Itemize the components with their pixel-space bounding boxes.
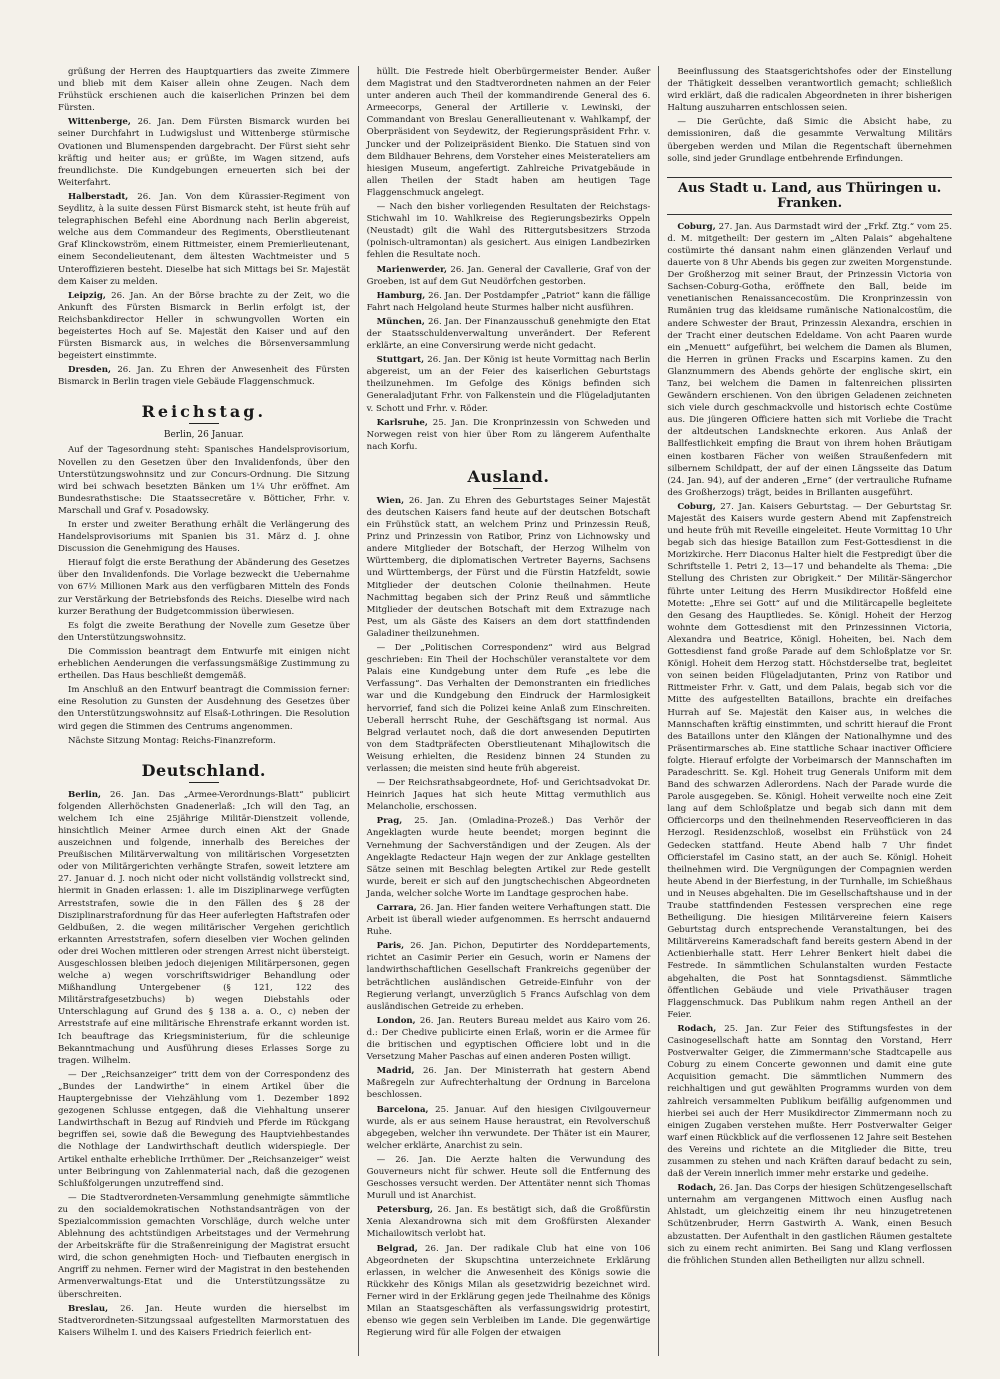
dateline-place: Breslau, <box>68 1303 109 1314</box>
paragraph-text: 26. Jan. Pichon, Deputirter des Norddepartements, richtet an Casimir Perier ein Gesuch, worin er Namens der landwirthschaftlichen Gesellschaft Frankreichs gegenüber der beträchtlichen ausländischen Getreide-Einfuhr von der Regierung verlangt, unverzüglich 5 Francs Aufschlag von dem ausländischen Getreide zu erheben. <box>366 941 651 1012</box>
article-paragraph <box>58 1069 350 1190</box>
dateline-place: Coburg, <box>677 501 716 512</box>
paragraph-text: 27. Jan. Aus Darmstadt wird der „Frkf. Ztg.“ vom 25. d. M. mitgetheilt: Der gestern im „Alten Palais“ abgehaltene costümirte thé dansant nahm einen glänzenden Verlauf und dauerte von 8 Uhr Abends bis gegen zur zweiten Morgenstunde. Der Großherzog mit seiner Braut, der Prinzessin Victoria von Sachsen-Coburg-Gotha, eröffnete den Ball, beide im venetianischen Renaissancecostüm. Die Kronprinzessin von Rumänien trug das kleidsame rumänische Nationalcostüm, die andere Schwester der Braut, Prinzessin Alexandra, erschien in der Tracht einer deutschen Edeldame. Von acht Paaren wurde ein „Menuett“ aufgeführt, bei welchem die Damen als Blumen, die Herren in grünen Fracks und Escarpins kamen. Zu den Glanznummern des Abends gehörte der englische skirt, ein Tanz, bei welchem die Damen in faltenreichen plissirten Gewändern erschienen. Von den übrigen Geladenen zeichneten sich viele durch geschmackvolle und historisch echte Costüme aus. Die jüngeren Officiere hatten sich mit Vorliebe die Tracht der altdeutschen Landsknechte erkoren. Aus Anlaß der Ballfestlichkeit empfing die Braut von ihrem hohen Bräutigam einen kostbaren Fächer von weißen Straußenfedern mit silbernem Schildpatt, der auf der einen Längsseite das Datum (24. Jan. 94), auf der anderen „Erne“ (der vertrauliche Rufname des Großherzogs) trägt, beides in Brillanten ausgeführt. <box>667 221 952 498</box>
article-paragraph <box>367 417 651 453</box>
dateline-place: München, <box>376 316 425 327</box>
article-paragraph <box>58 789 350 1067</box>
paragraph-text: — Der „Politischen Correspondenz“ wird aus Belgrad geschrieben: Ein Theil der Hochschüler veranstaltete vor dem Palais eine Kundgebung unter dem Rufe „es lebe die Verfassung“. Das Verhalten der Demonstranten ein friedliches war und die Kundgebung den Eindruck der Harmlosigkeit hervorrief, fand sich die Polizei keine Anlaß zum Einschreiten. Ueberall herrscht Ruhe, der Geschäftsgang ist normal. Aus Belgrad verlautet noch, daß die dort anwesenden Deputirten von dem Stadtpräfecten Oberstlieutenant Mihajlowitsch die Weisung erhielten, die Residenz binnen 24 Stunden zu verlassen; die meisten sind heute früh abgereist. <box>366 643 651 774</box>
paragraph-text: Die Commission beantragt dem Entwurfe mit einigen nicht erheblichen Aenderungen die verfassungsmäßige Zustimmung zu ertheilen. Das Haus beschließt demgemäß. <box>58 646 350 682</box>
paragraph-text: 26. Jan. Der Postdampfer „Patriot“ kann die fällige Fahrt nach Helgoland heute Sturmes halber nicht ausführen. <box>366 290 651 313</box>
section-heading: Deutschland. <box>141 760 266 780</box>
article-paragraph <box>367 1015 651 1063</box>
article-paragraph <box>58 191 350 288</box>
paragraph-text: hüllt. Die Festrede hielt Oberbürgermeister Bender. Außer dem Magistrat und den Stadtverordneten nahmen an der Feier unter anderen auch Theil der kommandirende General des 6. Armeecorps, General der Artillerie v. Lewinski, der Commandant von Breslau Generallieutenant v. Wahlkampf, der Oberpräsident von Seydewitz, der Regierungspräsident Frhr. v. Juncker und der Polizeipräsident Bienko. Die Statuen sind von dem Bildhauer Behrens, dem Vorsteher eines Meisterateliers am hiesigen Museum, angefertigt. Zahlreiche Privatgebäude in allen Theilen der Stadt haben am heutigen Tage Flaggenschmuck angelegt. <box>366 67 651 198</box>
dateline-place: Stuttgart, <box>376 355 425 366</box>
dateline-place: Dresden, <box>68 365 112 376</box>
paragraph-text: — Die Stadtverordneten-Versammlung genehmigte sämmtliche zu den socialdemokratischen Nothstandsanträgen von der Spezialcommission gemachten Vorschläge, durch welche unter Ablehnung des achtstündigen Arbeitstages und der Vermehrung der Arbeitskräfte für die Straßenreinigung der Magistrat ersucht wird, die schon genehmigten Hoch- und Tiefbauten energisch in Angriff zu nehmen. Ferner wird der Magistrat in den bestehenden Armenverwaltungs-Etat und die Unterstützungssätze zu überschreiten. <box>58 1192 350 1300</box>
paragraph-text: Beeinflussung des Staatsgerichtshofes oder der Einstellung der Thätigkeit desselben verantwortlich gemacht; schließlich wird erklärt, daß die radicalen Abgeordneten in ihrer bisherigen Haltung auszuharren entschlossen seien. <box>667 67 952 114</box>
article-paragraph <box>367 1154 651 1202</box>
paragraph-text: Auf der Tagesordnung steht: Spanisches Handelsprovisorium, Novellen zu den Gesetzen über den Invalidenfonds, über den Unterstützungswohnsitz und zur Concurs-Ordnung. Die Sitzung wird bei schwach besetzten Bänken um 1¼ Uhr eröffnet. Am Bundesrathstische: Die Staatssecretäre v. Bötticher, Frhr. v. Marschall und Graf v. Posadowsky. <box>58 445 350 516</box>
column-left <box>58 66 359 1356</box>
dateline-place: Wittenberge, <box>68 117 131 128</box>
paragraph-text: — Der „Reichsanzeiger“ tritt dem von der Correspondenz des „Bundes der Landwirthe“ in einem Artikel über die Hauptergebnisse der Viehzählung vom 1. Dezember 1892 gezogenen Schlusse entgegen, daß die Viehhaltung unserer Landwirthschaft in Bezug auf Rindvieh und Pferde im Rückgang begriffen sei, sowie daß die Bewegung des Hauptviehbestandes die Nothlage der Landwirthschaft deutlich widerspiegle. Der Artikel enthalte erhebliche Irrthümer. Der „Reichsanzeiger“ weist unter Beibringung von Zahlenmaterial nach, daß die gezogenen Schlußfolgerungen unzutreffend sind. <box>58 1069 350 1189</box>
section-heading: Ausland. <box>467 466 550 486</box>
dateline-place: Prag, <box>376 816 403 827</box>
dateline-place: Belgrad, <box>376 1243 418 1254</box>
paragraph-text: 26. Jan. Der Finanzausschuß genehmigte den Etat der Staatsschuldenverwaltung unverändert. Der Referent erklärte, an eine Conversirung werde nicht gedacht. <box>366 316 651 352</box>
heading-rule <box>189 782 219 783</box>
article-paragraph <box>367 495 651 640</box>
article-paragraph <box>58 557 350 617</box>
article-paragraph <box>58 519 350 555</box>
dateline-place: Barcelona, <box>376 1104 429 1115</box>
dateline-place: Marienwerder, <box>376 264 448 275</box>
paragraph-text: — Die Gerüchte, daß Simic die Absicht habe, zu demissioniren, daß die gesammte Verwaltung Militärs übergeben werden und Milan die Regentschaft übernehmen solle, sind jeder Grundlage entbehrende Erfindungen. <box>667 117 952 164</box>
dateline-place: Coburg, <box>677 221 716 232</box>
paragraph-text: 25. Jan. Die Kronprinzessin von Schweden und Norwegen reist von hier über Rom zu längerem Aufenthalte nach Korfu. <box>366 417 651 452</box>
article-paragraph <box>58 620 350 644</box>
paragraph-text: 26. Jan. Heute wurden die hierselbst im Stadtverordneten-Sitzungssaal aufgestellten Marmorstatuen des Kaisers Wilhelm I. und des Kaisers Friedrich feierlich ent- <box>58 1303 350 1338</box>
column-right <box>659 66 960 1356</box>
dateline-place: Berlin, <box>68 789 102 800</box>
paragraph-text: 25. Jan. Zur Feier des Stiftungsfestes in der Casinogesellschaft hatte am Sonntag den Vorstand, Herr Postverwalter Geiger, die Zimmermann'sche Stadtcapelle aus Coburg zu einem Concerte gewonnen und damit eine gute Acquisition gemacht. Die sämmtlichen Nummern des reichhaltigen und gut gewählten Programms wurden von dem zahlreich versammelten Publikum beifällig aufgenommen und hierbei sei auch der Herr Musikdirector Zimmermann noch zu einigen Zugaben verstehen mußte. Herr Postverwalter Geiger warf einen Rückblick auf die verflossenen 12 Jahre seit Bestehen des Vereins und richtete an die Mitglieder die Bitte, treu zusammen zu stehen und nach Kräften darauf bedacht zu sein, daß der Verein innerlich immer mehr erstarke und gedeihe. <box>667 1023 952 1180</box>
paragraph-text: — Der Reichsrathsabgeordnete, Hof- und Gerichtsadvokat Dr. Heinrich Jaques hat sich heute Mittag vermuthlich aus Melancholie, erschossen. <box>366 778 651 813</box>
dateline-place: Rodach, <box>677 1183 717 1194</box>
article-paragraph <box>58 290 350 363</box>
paragraph-text: In erster und zweiter Berathung erhält die Verlängerung des Handelsprovisoriums mit Spanien bis 31. März d. J. ohne Discussion die Genehmigung des Hauses. <box>58 520 350 555</box>
article-paragraph <box>367 902 651 938</box>
paragraph-text: Im Anschluß an den Entwurf beantragt die Commission ferner: eine Resolution zu Gunsten der Ausdehnung des Gesetzes über den Unterstützungswohnsitz auf Elsaß-Lothringen. Die Resolution wird gegen die Stimmen des Centrums angenommen. <box>58 685 350 732</box>
paragraph-text: 26. Jan. General der Cavallerie, Graf von der Groeben, ist auf dem Gut Neudörfchen gestorben. <box>366 264 651 287</box>
dateline-place: Karlsruhe, <box>376 417 428 428</box>
section-heading: Aus Stadt u. Land, aus Thüringen u. Franken. <box>667 177 952 215</box>
article-paragraph <box>367 316 651 352</box>
paragraph-text: 26. Jan. Das Corps der hiesigen Schützengesellschaft unternahm am vergangenen Mittwoch einen Ausflug nach Ahlstadt, um gleichzeitig einem ihr neu hinzugetretenen Schützenbruder, Herrn Gastwirth A. Wank, einen Besuch abzustatten. Der Aufenthalt in den gastlichen Räumen gestaltete sich zu einem recht animirten. Bei Sang und Klang verflossen die fröhlichen Stunden allen Betheiligten nur allzu schnell. <box>667 1183 952 1266</box>
paragraph-text: 25. Jan. (Omladina-Prozeß.) Das Verhör der Angeklagten wurde heute beendet; morgen beginnt die Vernehmung der Sachverständigen und der Zeugen. Als der Angeklagte Redacteur Hajn wegen der zur Anklage gestellten Sätze seinen mit Beschlag belegten Artikel zur Rede gestellt wurde, bereit er sich auf den jungtschechischen Abgeordneten Janda, welcher solche Worte im Landtage gesprochen habe. <box>366 816 651 899</box>
article-paragraph <box>367 1065 651 1101</box>
paragraph-text: 26. Jan. Hier fanden weitere Verhaftungen statt. Die Arbeit ist überall wieder aufgenommen. Es herrscht andauernd Ruhe. <box>366 903 651 938</box>
paragraph-text: grüßung der Herren des Hauptquartiers das zweite Zimmere und blieb mit dem Kaiser allein ohne Zeugen. Nach dem Frühstück erschienen auch die kaiserlichen Prinzen bei dem Fürsten. <box>58 67 350 114</box>
paragraph-text: 26. Jan. An der Börse brachte zu der Zeit, wo die Ankunft des Fürsten Bismarck in Berlin erfolgt ist, der Reichsbankdirector Heller in schwungvollen Worten ein begeistertes Hoch auf Se. Majestät den Kaiser und auf den Fürsten Bismarck aus, in welches die Börsenversammlung begeistert einstimmte. <box>58 290 350 362</box>
dateline-place: Wien, <box>376 495 405 506</box>
paragraph-text: Nächste Sitzung Montag: Reichs-Finanzreform. <box>68 735 276 746</box>
article-paragraph <box>58 66 350 114</box>
heading-rule <box>493 488 523 489</box>
paragraph-text: 27. Jan. Kaisers Geburtstag. — Der Geburtstag Sr. Majestät des Kaisers wurde gestern Abend mit Zapfenstreich und heute früh mit Reveille eingeleitet. Heute Vormittag 10 Uhr begab sich das hiesige Bataillon zum Fest-Gottesdienst in die Morizkirche. Herr Diaconus Halter hielt die Festpredigt über die Schriftstelle 1. Petri 2, 13—17 und behandelte als Thema: „Die Stellung des Christen zur Obrigkeit.“ Der Militär-Sängerchor führte unter Leitung des Herrn Musikdirector Hoßfeld eine Motette: „Ehre sei Gott“ auf und die Militärcapelle begleitete den Gesang des Hauptliedes. Se. Königl. Hoheit der Herzog wohnte dem Gottesdienst mit den Prinzessinnen Victoria, Alexandra und Beatrice, Königl. Hoheiten, bei. Nach dem Gottesdienst fand große Parade auf dem Schloßplatze vor Sr. Königl. Hoheit dem Herzog statt. Höchstderselbe trat, begleitet von seinen beiden Flügeladjutanten, Prinz von Ratibor und Rittmeister Frhr. v. Gatt, und dem Palais, begab sich vor die Mitte des aufgestellten Bataillons, brachte ein dreifaches Hurrah auf Se. Majestät den Kaiser aus, in welches die Mannschaften kräftig einstimmten, und schritt hierauf die Front des Bataillons unter den Klängen der Nationalhymne und des Präsentirmarsches ab. Eine stattliche Schaar inactiver Officiere folgte. Hierauf erfolgte der Vorbeimarsch der Mannschaften im Paradeschritt. Se. Kgl. Hoheit trug Generals Uniform mit dem Band des schwarzen Adlerordens. Nach der Parade wurde die Parole ausgegeben. Se. Königl. Hoheit verweilte noch eine Zeit lang auf dem Schloßplatze und begab sich dann mit dem Officiercorps und den theilnehmenden Reserveofficieren in das Herzogl. Residenzschloß, woselbst ein Frühstück von 24 Gedecken stattfand. Heute Abend halb 7 Uhr findet Officierstafel im Casino statt, an der auch Se. Königl. Hoheit theilnehmen wird. Die Vergnügungen der Compagnien werden heute Abend in der Bierfestung, in der Turnhalle, im Schießhaus und in Neuses abgehalten. Die im Gesellschaftshause und in der Traube stattfindenden Festessen versprechen eine rege Betheiligung. Die hiesigen Militärvereine feiern Kaisers Geburtstag durch entsprechende Veranstaltungen, bei des Militärvereins Kameradschaft fand bereits gestern Abend in der Actienbierhalle statt. Herr Lehrer Benkert hielt dabei die Festrede. In sämmtlichen Schulanstalten wurden Festacte abgehalten, die Post hat Sonntagsdienst. Sämmtliche öffentlichen Gebäude und viele Privathäuser tragen Flaggenschmuck. Das Publikum nahm regen Antheil an der Feier. <box>667 501 952 1020</box>
paragraph-text: 26. Jan. Der König ist heute Vormittag nach Berlin abgereist, um an der Feier des kaiserlichen Geburtstags theilzunehmen. Im Gefolge des Königs befinden sich Generaladjutant Frhr. von Falkenstein und die Flügeladjutanten v. Schott und Frhr. v. Röder. <box>366 355 651 414</box>
article-paragraph <box>58 1303 350 1339</box>
dateline-place: Petersburg, <box>376 1205 433 1216</box>
paragraph-text: 26. Jan. Das „Armee-Verordnungs-Blatt“ publicirt folgenden Allerhöchsten Gnadenerlaß: „Ich will den Tag, an welchem Ich eine 25jährige Militär-Dienstzeit vollende, hinsichtlich Meiner Armee durch einen Akt der Gnade auszeichnen und folgende, innerhalb des Bereiches der Preußischen Militärverwaltung von militärischen Vorgesetzten oder von Militärgerichten verhängte Strafen, soweit letztere am 27. Januar d. J. noch nicht oder nicht vollständig vollstreckt sind, hiermit in Gnaden erlassen: 1. alle im Disziplinarwege verfügten Arreststrafen, sowie die in den Fällen des § 28 der Disziplinarstrafordnung für das Heer auferlegten Haftstrafen oder Geldbußen, 2. die wegen militärischer Vergehen gerichtlich erkannten Arreststrafen, sofern dieselben vier Wochen gelinden oder drei Wochen mittleren oder strengen Arrest nicht übersteigt. Ausgeschlossen bleiben jedoch diejenigen Militärpersonen, gegen welche a) wegen vorschriftswidriger Behandlung oder Mißhandlung Untergebener (§ 121, 122 des Militärstrafgesetzbuchs) b) wegen Diebstahls oder Unterschlagung auf Grund des § 138 a. a. O., c) neben der Arreststrafe auf eine militärische Ehrenstrafe erkannt worden ist. Ich beauftrage das Kriegsministerium, für die schleunige Bekanntmachung und Ausführung dieses Erlasses Sorge zu tragen. Wilhelm. <box>58 789 350 1066</box>
article-paragraph <box>367 201 651 261</box>
article-paragraph <box>667 116 952 164</box>
heading-rule <box>189 423 219 424</box>
paragraph-text: 26. Jan. Zu Ehren des Geburtstages Seiner Majestät des deutschen Kaisers fand heute auf der deutschen Botschaft ein Frühstück statt, an welchem Prinz und Prinzessin Reuß, Prinz und Prinzessin von Ratibor, Prinz von Lichnowsky und andere Mitglieder der Botschaft, der Herzog Wilhelm von Württemberg, die diplomatischen Vertreter Bayerns, Sachsens und Württembergs, der Fürst und die Fürstin Hatzfeldt, sowie Mitglieder der deutschen Colonie theilnahmen. Heute Nachmittag begaben sich der Prinz Reuß und sämmtliche Mitglieder der deutschen Botschaft mit dem Extrazuge nach Pest, um als Gäste des Kaisers an dem dort stattfindenden Galadiner theilzunehmen. <box>366 495 651 639</box>
dateline-place: Halberstadt, <box>68 191 129 202</box>
article-paragraph <box>367 1204 651 1240</box>
article-paragraph <box>367 290 651 314</box>
article-paragraph <box>58 1192 350 1301</box>
dateline-place: Leipzig, <box>68 290 106 301</box>
article-paragraph <box>58 116 350 189</box>
dateline-place: London, <box>376 1015 416 1026</box>
article-paragraph <box>58 646 350 682</box>
paragraph-text: Es folgt die zweite Berathung der Novelle zum Gesetze über den Unterstützungswohnsitz. <box>58 620 350 643</box>
dateline-place: Rodach, <box>677 1023 717 1034</box>
article-paragraph <box>58 735 350 747</box>
article-paragraph <box>367 354 651 414</box>
dateline-place: Madrid, <box>376 1066 415 1077</box>
paragraph-text: — Nach den bisher vorliegenden Resultaten der Reichstags-Stichwahl im 10. Wahlkreise des Regierungsbezirks Oppeln (Neustadt) gilt die Wahl des Rittergutsbesitzers Strzoda (polnisch-ultramontan) als gesichert. Aus einigen Landbezirken fehlen die Resultate noch. <box>366 202 651 261</box>
columns <box>58 66 960 1356</box>
article-paragraph <box>667 221 952 499</box>
article-paragraph <box>667 66 952 114</box>
article-paragraph <box>367 815 651 900</box>
article-paragraph <box>58 364 350 388</box>
article-paragraph <box>667 501 952 1021</box>
paragraph-text: 26. Jan. Von dem Kürassier-Regiment von Seydlitz, à la suite dessen Fürst Bismarck steht, ist heute früh auf telegraphischen Befehl eine Abordnung nach Berlin abgereist, welche aus dem Commandeur des Regiments, Oberstlieutenant Graf Klinckowström, einem Rittmeister, einem Premierlieutenant, einem Secondelieutenant, dem ältesten Wachtmeister und 5 Unteroffizieren besteht. Dieselbe hat sich Mittags bei Sr. Majestät dem Kaiser zu melden. <box>58 191 350 287</box>
article-paragraph <box>667 1023 952 1180</box>
paragraph-text: 26. Jan. Reuters Bureau meldet aus Kairo vom 26. d.: Der Chedive publicirte einen Erlaß, worin er die Armee für die britischen und egyptischen Officiere lobt und in die Versetzung Maher Paschas auf einen anderen Posten willigt. <box>366 1015 651 1063</box>
article-paragraph <box>58 684 350 732</box>
paragraph-text: Hierauf folgt die erste Berathung der Abänderung des Gesetzes über den Invalidenfonds. Die Vorlage bezweckt die Uebernahme von 67½ Millionen Mark aus den verfügbaren Mitteln des Fonds zur Verstärkung der Betriebsfonds des Reichs. Dieselbe wird nach kurzer Berathung der Budgetcommission überwiesen. <box>58 558 350 617</box>
article-paragraph <box>367 1243 651 1340</box>
column-middle <box>359 66 660 1356</box>
section-heading: Reichstag. <box>141 402 267 422</box>
paragraph-text: 25. Januar. Auf den hiesigen Civilgouverneur wurde, als er aus seinem Hause heraustrat, ein Revolverschuß abgegeben, welcher ihn verwundete. Der Thäter ist ein Maurer, welcher erklärte, Anarchist zu sein. <box>366 1104 651 1151</box>
paragraph-text: 26. Jan. Der Ministerrath hat gestern Abend Maßregeln zur Aufrechterhaltung der Ordnung in Barcelona beschlossen. <box>366 1066 651 1101</box>
article-paragraph <box>367 642 651 775</box>
paragraph-text: — 26. Jan. Die Aerzte halten die Verwundung des Gouverneurs nicht für schwer. Heute soll die Entfernung des Geschosses versucht werden. Der Attentäter nennt sich Thomas Murull und ist Anarchist. <box>366 1154 651 1202</box>
paragraph-text: 26. Jan. Zu Ehren der Anwesenheit des Fürsten Bismarck in Berlin tragen viele Gebäude Flaggenschmuck. <box>58 365 350 388</box>
article-paragraph <box>367 940 651 1013</box>
article-paragraph <box>667 1182 952 1267</box>
dateline-place: Paris, <box>376 941 405 952</box>
dateline: Berlin, 26 Januar. <box>163 430 244 441</box>
article-paragraph <box>367 777 651 813</box>
paragraph-text: 26. Jan. Es bestätigt sich, daß die Großfürstin Xenia Alexandrowna sich mit dem Großfürsten Alexander Michailowitsch verlobt hat. <box>366 1205 651 1240</box>
paragraph-text: 26. Jan. Dem Fürsten Bismarck wurden bei seiner Durchfahrt in Ludwigslust und Wittenberge stürmische Ovationen und Blumenspenden dargebracht. Der Fürst sieht sehr kräftig und heiter aus; er grüßte, im Wagen sitzend, aufs freundlichste. Die Kundgebungen erneuerten sich bei der Weiterfahrt. <box>58 117 350 188</box>
dateline-place: Carrara, <box>376 903 417 913</box>
article-paragraph <box>367 264 651 288</box>
article-paragraph <box>367 66 651 199</box>
article-paragraph <box>58 444 350 517</box>
dateline-place: Hamburg, <box>376 290 426 301</box>
paragraph-text: 26. Jan. Der radikale Club hat eine von 106 Abgeordneten der Skupschtina unterzeichnete Erklärung erlassen, in welcher die Anwesenheit des Königs sowie die Rückkehr des Königs Milan als gesetzwidrig bezeichnet wird. Ferner wird in der Erklärung gegen jede Theilnahme des Königs Milan an Staatsgeschäften als verfassungswidrig protestirt, ebenso wie gegen sein Verbleiben im Lande. Die gegenwärtige Regierung wird für alle Folgen der etwaigen <box>366 1243 651 1339</box>
article-paragraph <box>367 1104 651 1152</box>
